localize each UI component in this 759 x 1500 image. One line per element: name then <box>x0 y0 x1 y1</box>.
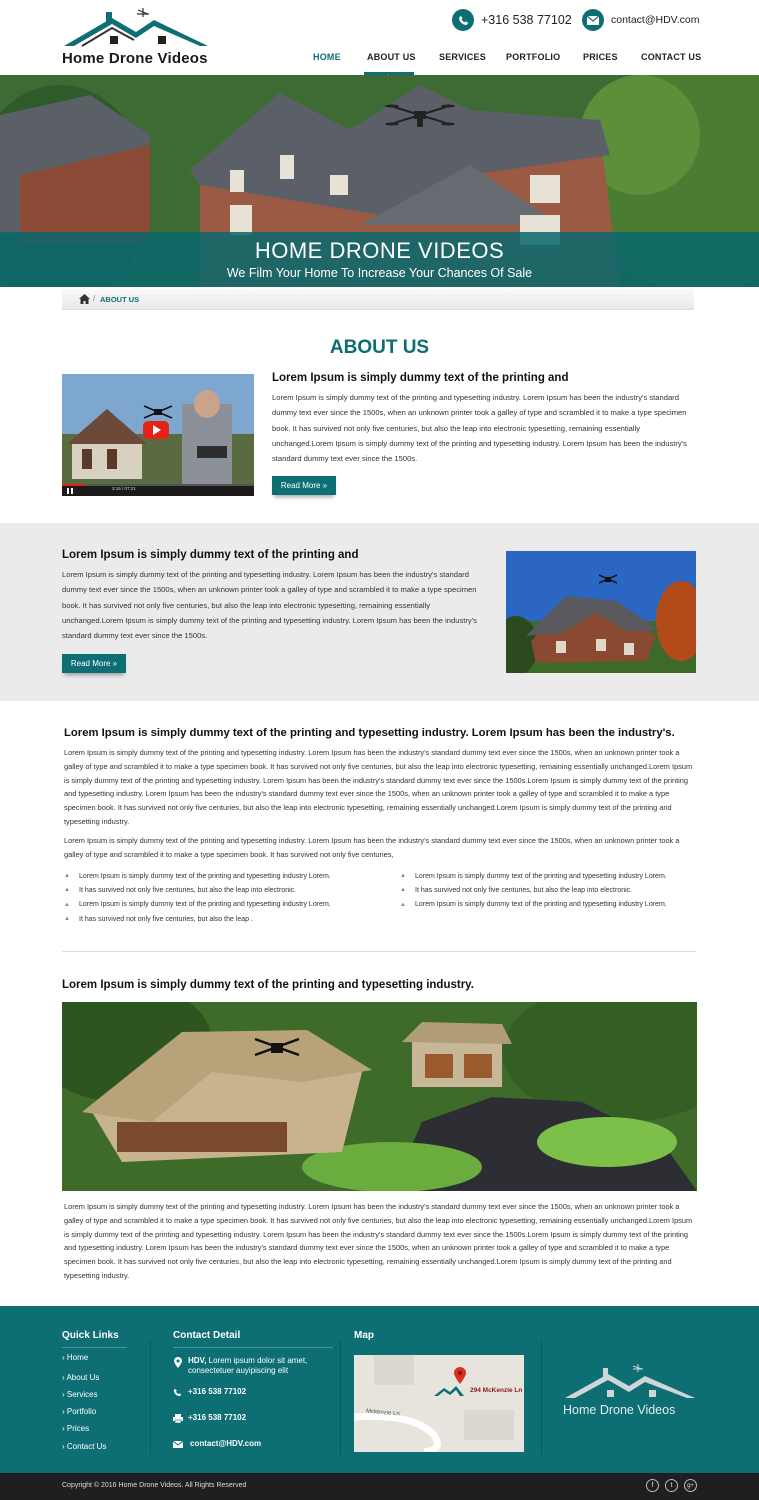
thumbs-up-icon: ▲ <box>400 873 406 880</box>
list-item: ▲ It has survived not only five centuries, but also the leap . <box>64 915 253 923</box>
map-marker-icon[interactable] <box>454 1367 466 1384</box>
header-email[interactable] <box>582 9 699 31</box>
thumbs-up-icon: ▲ <box>64 916 70 923</box>
thumbs-up-icon: ▲ <box>400 887 406 894</box>
block3-heading: Lorem Ipsum is simply dummy text of the printing and typesetting industry. Lorem Ipsum has been the industry's. <box>64 727 675 739</box>
block3-text-2: Lorem Ipsum is simply dummy text of the printing and typesetting industry. Lorem Ipsum has been the industry's standard dummy text ever since the 1500s, when an unknown printer took a galley of type and scrambled it to make a type specimen book. It has survived not only five centuries, <box>64 836 680 859</box>
twitter-icon[interactable]: t <box>665 1479 678 1492</box>
video-time: 3:16 / 07:21 <box>112 486 136 491</box>
nav-services[interactable]: SERVICES <box>439 52 486 62</box>
list-item: ▲ Lorem Ipsum is simply dummy text of the printing and typesetting industry Lorem. <box>400 872 667 880</box>
thumbs-up-icon: ▲ <box>64 901 70 908</box>
hero-title: HOME DRONE VIDEOS <box>254 238 505 263</box>
mail-icon <box>582 9 604 31</box>
map-label: 294 McKenzie Ln <box>470 1387 523 1394</box>
footer-contact-title: Contact Detail <box>173 1330 241 1341</box>
footer-quick-links-title: Quick Links <box>62 1330 119 1341</box>
footer-link-prices[interactable]: › Prices <box>62 1424 90 1433</box>
map-pin-icon <box>174 1357 182 1368</box>
facebook-icon[interactable]: f <box>646 1479 659 1492</box>
section-divider <box>62 951 696 952</box>
block2-text: Lorem Ipsum is simply dummy text of the printing and typesetting industry. Lorem Ipsum has been the industry's standard dummy text ever since the 1500s, when an unknown printer took a galley of type and scrambled it to make a type specimen book. It has survived not only five centuries, but also the leap into electronic typesetting, remaining essentially unchanged.Lorem Ipsum is simply dummy text of the printing and typesetting industry. Lorem Ipsum has been the industry's standard dummy text ever since the 1500s. <box>62 570 477 641</box>
hero-subtitle: We Film Your Home To Increase Your Chances Of Sale <box>226 266 533 280</box>
footer-separator <box>150 1340 151 1455</box>
block4-heading: Lorem Ipsum is simply dummy text of the printing and typesetting industry. <box>62 979 474 991</box>
list-item: ▲ Lorem Ipsum is simply dummy text of the printing and typesetting industry Lorem. <box>400 901 667 909</box>
breadcrumb-current: ABOUT US <box>100 295 140 304</box>
phone-icon <box>173 1388 182 1397</box>
home-icon[interactable] <box>79 294 90 304</box>
block1-text: Lorem Ipsum is simply dummy text of the printing and typesetting industry. Lorem Ipsum has been the industry's standard dummy text ever since the 1500s, when an unknown printer took a galley of type and scrambled it to make a type specimen book. It has survived not only five centuries, but also the leap into electronic typesetting, remaining essentially unchanged.Lorem Ipsum is simply dummy text of the printing and typesetting industry. Lorem Ipsum has been the industry's standard dummy text ever since the 1500s. <box>272 393 687 464</box>
breadcrumb-separator: / <box>93 294 96 303</box>
nav-home[interactable]: HOME <box>313 52 341 62</box>
copyright-text: Copyright © 2016 Home Drone Videos. All Rights Reserved <box>62 1482 247 1489</box>
thumbs-up-icon: ▲ <box>64 887 70 894</box>
footer-map-title: Map <box>354 1330 374 1341</box>
footer-map[interactable] <box>354 1355 524 1452</box>
block2-read-more-button[interactable]: Read More » <box>62 654 126 673</box>
page-title: ABOUT US <box>329 337 430 358</box>
nav-portfolio[interactable]: PORTFOLIO <box>506 52 561 62</box>
footer-logo-text: Home Drone Videos <box>563 1403 676 1417</box>
block2-heading: Lorem Ipsum is simply dummy text of the printing and <box>62 549 359 561</box>
footer-separator <box>541 1340 542 1455</box>
nav-about-us[interactable]: ABOUT US <box>367 52 416 62</box>
list-item: ▲ It has survived not only five centuries, but also the leap into electronic. <box>64 886 297 894</box>
footer-rule <box>62 1347 127 1348</box>
logo-text[interactable]: Home Drone Videos <box>62 50 208 67</box>
mail-icon <box>173 1441 183 1448</box>
header-phone[interactable] <box>452 9 572 31</box>
map-roads <box>354 1355 524 1452</box>
thumbs-up-icon: ▲ <box>400 901 406 908</box>
footer-link-services[interactable]: › Services <box>62 1390 98 1399</box>
list-item: ▲ Lorem Ipsum is simply dummy text of the printing and typesetting industry Lorem. <box>64 872 331 880</box>
house-logo-icon[interactable] <box>62 6 210 48</box>
footer-link-contact-us[interactable]: › Contact Us <box>62 1442 107 1451</box>
google-plus-icon[interactable]: g+ <box>684 1479 697 1492</box>
phone-icon <box>452 9 474 31</box>
map-street-label: Mckenzie Ln <box>365 1408 400 1418</box>
block4-aerial-house-image <box>62 1002 697 1191</box>
block2-house-image <box>506 551 696 673</box>
footer-phone[interactable]: +316 538 77102 <box>188 1387 247 1396</box>
footer-link-about-us[interactable]: › About Us <box>62 1373 100 1382</box>
video-player[interactable] <box>62 374 254 496</box>
thumbs-up-icon: ▲ <box>64 873 70 880</box>
list-item: ▲ Lorem Ipsum is simply dummy text of the printing and typesetting industry Lorem. <box>64 901 331 909</box>
header-phone-text: +316 538 77102 <box>481 13 572 27</box>
block3-text-1: Lorem Ipsum is simply dummy text of the printing and typesetting industry. Lorem Ipsum has been the industry's standard dummy text ever since the 1500s, when an unknown printer took a galley of type and scrambled it to make a type specimen book. It has survived not only five centuries, but also the leap into electronic typesetting, remaining essentially unchanged.Lorem Ipsum is simply dummy text of the printing and typesetting industry. Lorem Ipsum has been the industry's standard dummy text ever since the 1500s.Lorem Ipsum is simply dummy text of the printing and typesetting industry. Lorem Ipsum has been the industry's standard dummy text ever since the 1500s, when an unknown printer took a galley of type and scrambled it to make a type specimen book. It has survived not only five centuries, but also the leap into electronic typesetting, remaining essentially unchanged.Lorem Ipsum is simply dummy text of the printing and typesetting industry. <box>64 748 693 826</box>
block1-read-more-button[interactable]: Read More » <box>272 476 336 495</box>
bullet-list-right <box>400 869 700 912</box>
fax-icon <box>173 1414 183 1423</box>
footer-link-portfolio[interactable]: › Portfolio <box>62 1407 97 1416</box>
footer-house-logo-icon <box>563 1364 697 1400</box>
nav-contact-us[interactable]: CONTACT US <box>641 52 702 62</box>
bullet-list-left <box>64 869 384 926</box>
footer-address: HDV, Lorem ipsum dolor sit amet, consectetuer auyipiscing elit <box>188 1356 308 1375</box>
site-header <box>0 0 759 75</box>
block1-heading: Lorem Ipsum is simply dummy text of the printing and <box>272 372 569 384</box>
footer-separator <box>340 1340 341 1455</box>
list-item: ▲ It has survived not only five centuries, but also the leap into electronic. <box>400 886 633 894</box>
footer-fax[interactable]: +316 538 77102 <box>188 1413 247 1422</box>
footer-email[interactable]: contact@HDV.com <box>190 1439 262 1448</box>
nav-prices[interactable]: PRICES <box>583 52 618 62</box>
footer-link-home[interactable]: › Home <box>62 1353 89 1362</box>
header-email-text: contact@HDV.com <box>611 14 700 26</box>
map-house-logo-icon <box>434 1384 464 1396</box>
footer-rule <box>173 1347 333 1348</box>
video-thumbnail <box>62 374 254 496</box>
block4-text: Lorem Ipsum is simply dummy text of the printing and typesetting industry. Lorem Ipsum has been the industry's standard dummy text ever since the 1500s, when an unknown printer took a galley of type and scrambled it to make a type specimen book. It has survived not only five centuries, but also the leap into electronic typesetting, remaining essentially unchanged.Lorem Ipsum is simply dummy text of the printing and typesetting industry. Lorem Ipsum has been the industry's standard dummy text ever since the 1500s.Lorem Ipsum is simply dummy text of the printing and typesetting industry. Lorem Ipsum has been the industry's standard dummy text ever since the 1500s, when an unknown printer took a galley of type and scrambled it to make a type specimen book. It has survived not only five centuries, but also the leap into electronic typesetting, remaining essentially unchanged.Lorem Ipsum is simply dummy text of the printing and typesetting industry. <box>64 1202 693 1280</box>
breadcrumb <box>62 289 694 310</box>
